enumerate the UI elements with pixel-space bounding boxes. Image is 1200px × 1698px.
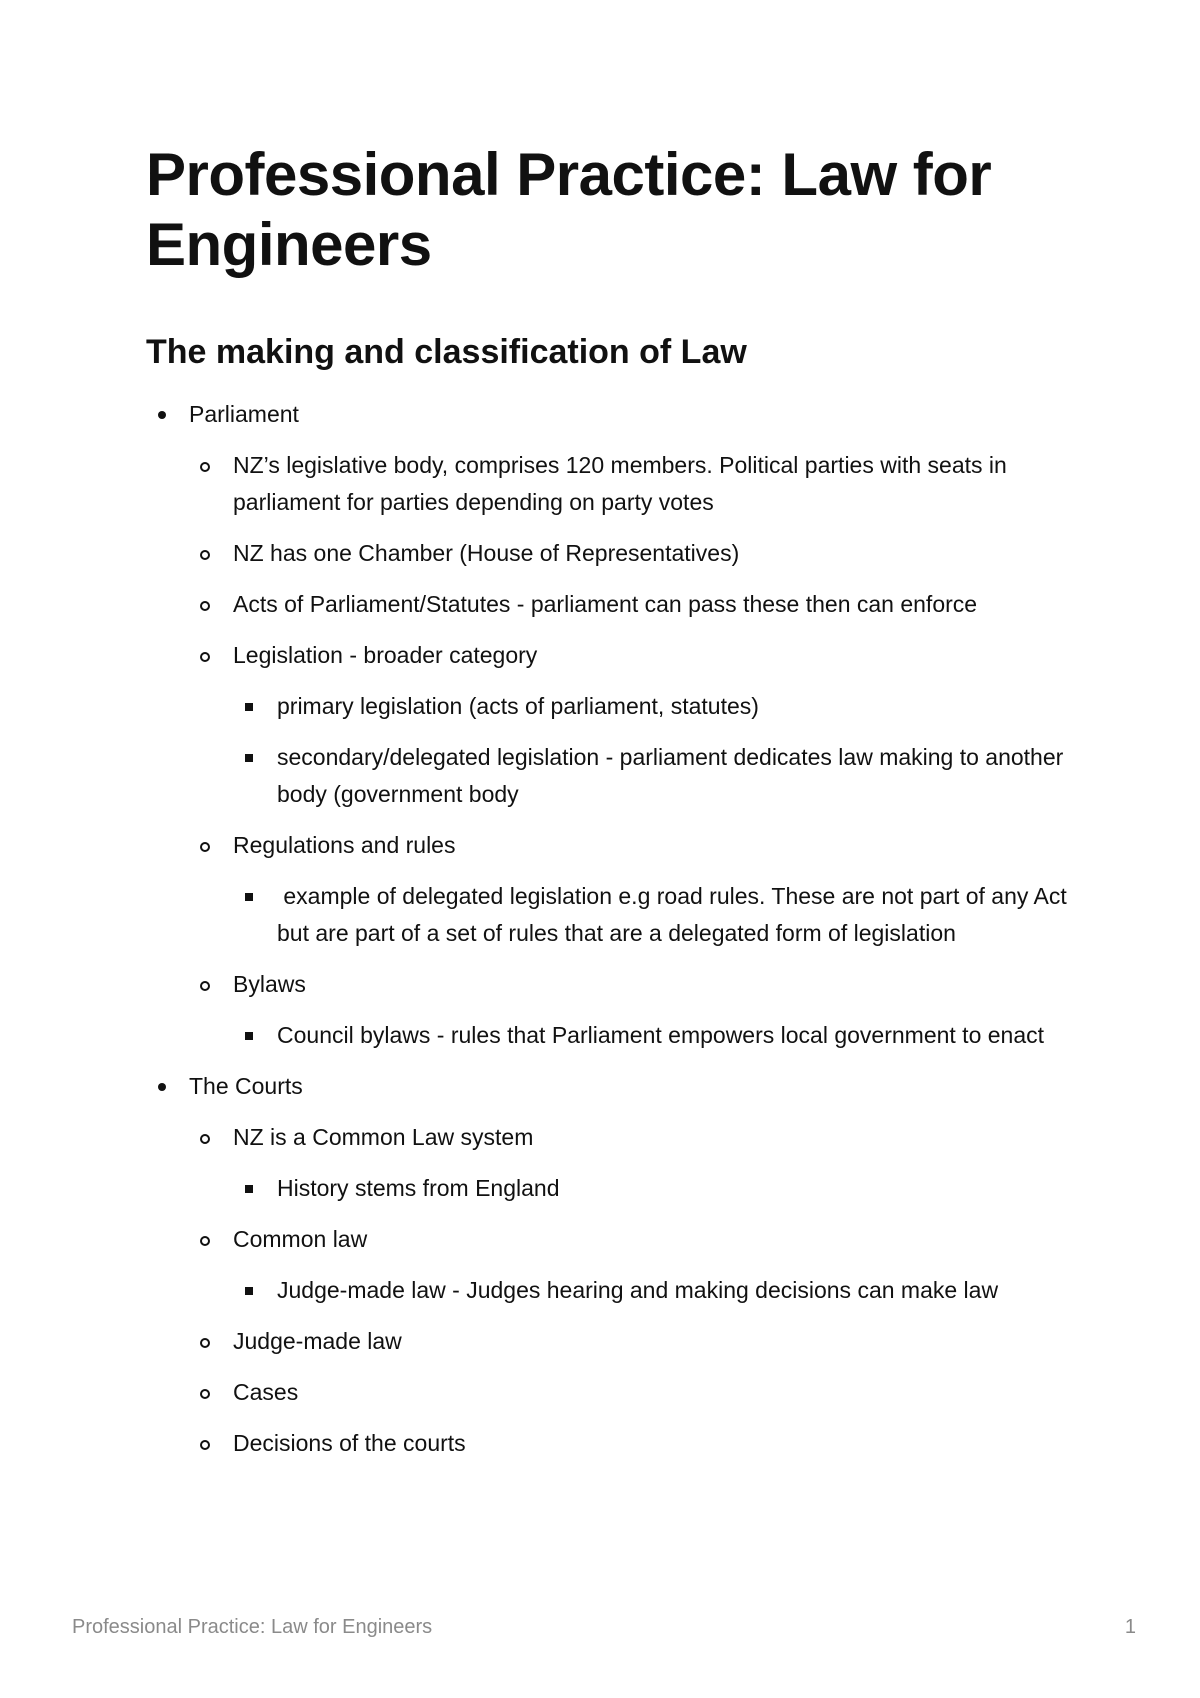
circle-bullet-icon [200, 601, 210, 611]
footer-page-number: 1 [1124, 1616, 1136, 1638]
circle-bullet-icon [200, 842, 210, 852]
square-bullet-icon [245, 703, 253, 711]
list-item [233, 1017, 1076, 1054]
list-item [146, 396, 1076, 1054]
sub-list [189, 447, 1076, 1054]
footer-document-title: Professional Practice: Law for Engineers [72, 1616, 433, 1638]
sub-list [189, 1119, 1076, 1462]
list-item-text: Judge-made law - Judges hearing and making decisions can make law [277, 1277, 999, 1303]
list-item-text: Common law [233, 1226, 368, 1252]
section-heading: The making and classification of Law [146, 333, 747, 371]
circle-bullet-icon [200, 1338, 210, 1348]
list-item-text: NZ’s legislative body, comprises 120 members. Political parties with seats in parliament for parties depending on party votes [233, 452, 1007, 515]
list-item [189, 1425, 1076, 1462]
list-item-text: Decisions of the courts [233, 1430, 466, 1456]
circle-bullet-icon [200, 652, 210, 662]
sub-sub-list [233, 1170, 1076, 1207]
list-item-text: Legislation - broader category [233, 642, 538, 668]
list-item-text: NZ has one Chamber (House of Representatives) [233, 540, 740, 566]
circle-bullet-icon [200, 1389, 210, 1399]
sub-sub-list [233, 688, 1076, 813]
circle-bullet-icon [200, 1440, 210, 1450]
list-item [189, 827, 1076, 952]
list-item-text: The Courts [189, 1073, 303, 1099]
sub-sub-list [233, 878, 1076, 952]
square-bullet-icon [245, 754, 253, 762]
square-bullet-icon [245, 1287, 253, 1295]
list-item [189, 535, 1076, 572]
list-item [189, 1323, 1076, 1360]
square-bullet-icon [245, 893, 253, 901]
list-item [233, 739, 1076, 813]
list-item-text: Council bylaws - rules that Parliament empowers local government to enact [277, 1022, 1045, 1048]
list-item-text: Cases [233, 1379, 299, 1405]
list-item [189, 586, 1076, 623]
sub-sub-list [233, 1272, 1076, 1309]
disc-bullet-icon [158, 1083, 166, 1091]
circle-bullet-icon [200, 462, 210, 472]
list-item-text: Parliament [189, 401, 299, 427]
circle-bullet-icon [200, 981, 210, 991]
list-item-text: Regulations and rules [233, 832, 456, 858]
document-title: Professional Practice: Law for Engineers [146, 141, 992, 278]
sub-sub-list [233, 1017, 1076, 1054]
list-item-text: History stems from England [277, 1175, 560, 1201]
list-item [189, 637, 1076, 813]
outline-list [146, 396, 1076, 1462]
list-item [189, 966, 1076, 1054]
list-item-text: NZ is a Common Law system [233, 1124, 534, 1150]
list-item [233, 1170, 1076, 1207]
list-item [233, 878, 1076, 952]
list-item [233, 688, 1076, 725]
list-item-text: primary legislation (acts of parliament, statutes) [277, 693, 759, 719]
list-item-text: Judge-made law [233, 1328, 402, 1354]
list-item [146, 1068, 1076, 1462]
list-item-text: Acts of Parliament/Statutes - parliament can pass these then can enforce [233, 591, 978, 617]
circle-bullet-icon [200, 1134, 210, 1144]
list-item-text: secondary/delegated legislation - parliament dedicates law making to another body (government body [277, 744, 1064, 807]
list-item-text: Bylaws [233, 971, 306, 997]
list-item [189, 1119, 1076, 1207]
square-bullet-icon [245, 1032, 253, 1040]
disc-bullet-icon [158, 411, 166, 419]
list-item-text: example of delegated legislation e.g road rules. These are not part of any Act but are part of a set of rules that are a delegated form of legislation [277, 883, 1074, 946]
list-item [189, 447, 1076, 521]
page-content [146, 140, 1076, 1462]
list-item [189, 1221, 1076, 1309]
list-item [189, 1374, 1076, 1411]
circle-bullet-icon [200, 1236, 210, 1246]
square-bullet-icon [245, 1185, 253, 1193]
list-item [233, 1272, 1076, 1309]
circle-bullet-icon [200, 550, 210, 560]
